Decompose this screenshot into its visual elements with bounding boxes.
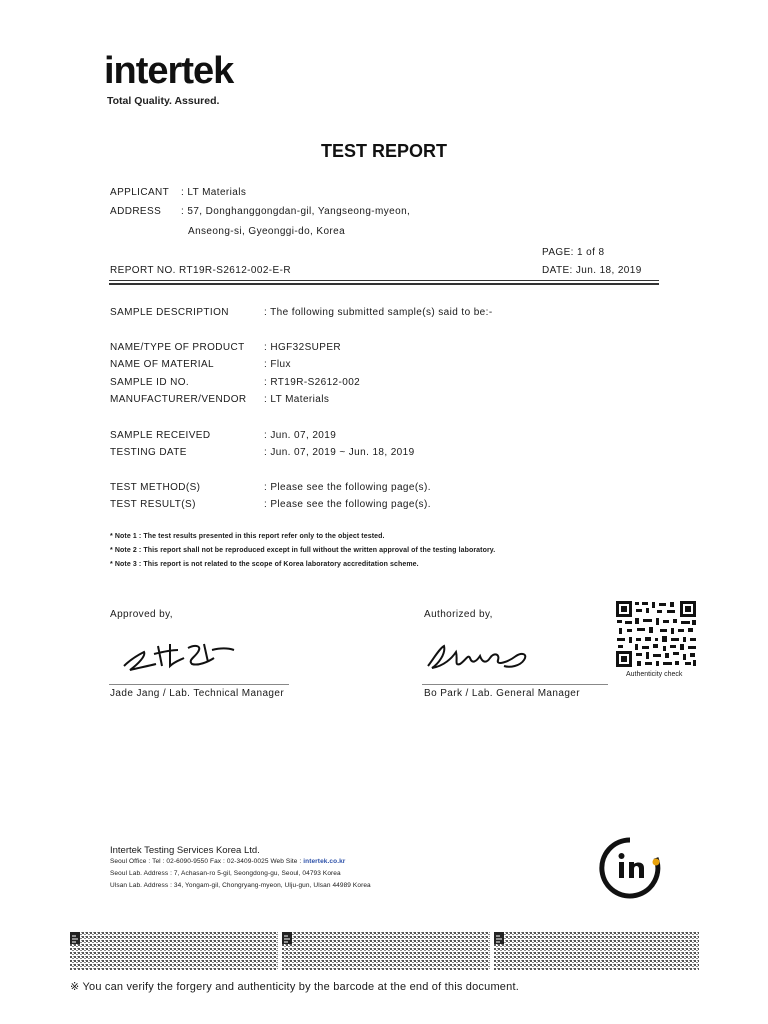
note: * Note 1 : The test results presented in this report refer only to the object tested. <box>110 533 385 540</box>
field-value: : Jun. 07, 2019 ~ Jun. 18, 2019 <box>264 447 415 458</box>
footer-company: Intertek Testing Services Korea Ltd. <box>110 845 260 856</box>
field-label: TEST METHOD(S) <box>110 482 201 493</box>
field-value: : Jun. 07, 2019 <box>264 430 337 441</box>
report-number: REPORT NO. RT19R-S2612-002-E-R <box>110 265 291 276</box>
field-value: : RT19R-S2612-002 <box>264 377 361 388</box>
note: * Note 3 : This report is not related to the scope of Korea laboratory accreditation scheme. <box>110 561 419 568</box>
footer-ulsan-lab: Ulsan Lab. Address : 34, Yongam-gil, Chongryang-myeon, Ulju-gun, Ulsan 44989 Korea <box>110 882 371 889</box>
field-value: : Please see the following page(s). <box>264 482 431 493</box>
page-title: TEST REPORT <box>320 141 447 161</box>
field-value: : Please see the following page(s). <box>264 499 431 510</box>
logo-tagline: Total Quality. Assured. <box>107 95 220 107</box>
qr-caption: Authenticity check <box>626 671 683 678</box>
address-line1: : 57, Donghanggongdan-gil, Yangseong-myeon, <box>181 206 411 217</box>
sample-description-value: : The following submitted sample(s) said to be:- <box>264 307 493 318</box>
field-value: : LT Materials <box>264 394 330 405</box>
security-barcode <box>282 932 490 970</box>
page-number: PAGE: 1 of 8 <box>542 247 605 258</box>
authorizer-signature <box>424 640 534 674</box>
field-label: NAME OF MATERIAL <box>110 359 215 370</box>
approver-signature <box>118 636 240 676</box>
field-label: SAMPLE RECEIVED <box>110 430 211 441</box>
footer-office-text: Seoul Office : Tel : 02-6090-9550 Fax : 02-3409-0025 Web Site : <box>110 858 304 865</box>
applicant-value: : LT Materials <box>181 187 247 198</box>
website-link[interactable]: intertek.co.kr <box>303 858 346 865</box>
header-divider-thick <box>109 283 659 285</box>
authenticity-qr-code[interactable] <box>615 600 697 668</box>
approver-signature-line <box>109 684 289 685</box>
sample-description-label: SAMPLE DESCRIPTION <box>110 307 229 318</box>
address-line2: Anseong-si, Gyeonggi-do, Korea <box>188 226 346 237</box>
field-label: TEST RESULT(S) <box>110 499 196 510</box>
field-value: : HGF32SUPER <box>264 342 342 353</box>
authorizer-signature-line <box>422 684 608 685</box>
header-divider <box>109 280 659 281</box>
report-date: DATE: Jun. 18, 2019 <box>542 265 642 276</box>
field-label: NAME/TYPE OF PRODUCT <box>110 342 245 353</box>
applicant-label: APPLICANT <box>110 187 170 198</box>
authorized-by-label: Authorized by, <box>424 609 493 620</box>
approved-by-label: Approved by, <box>110 609 173 620</box>
address-label: ADDRESS <box>110 206 162 217</box>
verification-notice: ※ You can verify the forgery and authenticity by the barcode at the end of this document. <box>70 981 519 993</box>
authorizer-name: Bo Park / Lab. General Manager <box>424 688 580 699</box>
field-value: : Flux <box>264 359 291 370</box>
intertek-seal-icon <box>598 836 662 900</box>
approver-name: Jade Jang / Lab. Technical Manager <box>110 688 285 699</box>
intertek-logo: intertek <box>104 50 234 92</box>
footer-seoul-lab: Seoul Lab. Address : 7, Achasan-ro 5-gil, Seongdong-gu, Seoul, 04793 Korea <box>110 870 341 877</box>
field-label: SAMPLE ID NO. <box>110 377 190 388</box>
security-barcode <box>70 932 278 970</box>
footer-office <box>110 858 345 865</box>
field-label: MANUFACTURER/VENDOR <box>110 394 247 405</box>
note: * Note 2 : This report shall not be reproduced except in full without the written approval of the testing laboratory. <box>110 547 496 554</box>
field-label: TESTING DATE <box>110 447 187 458</box>
security-barcode <box>494 932 699 970</box>
